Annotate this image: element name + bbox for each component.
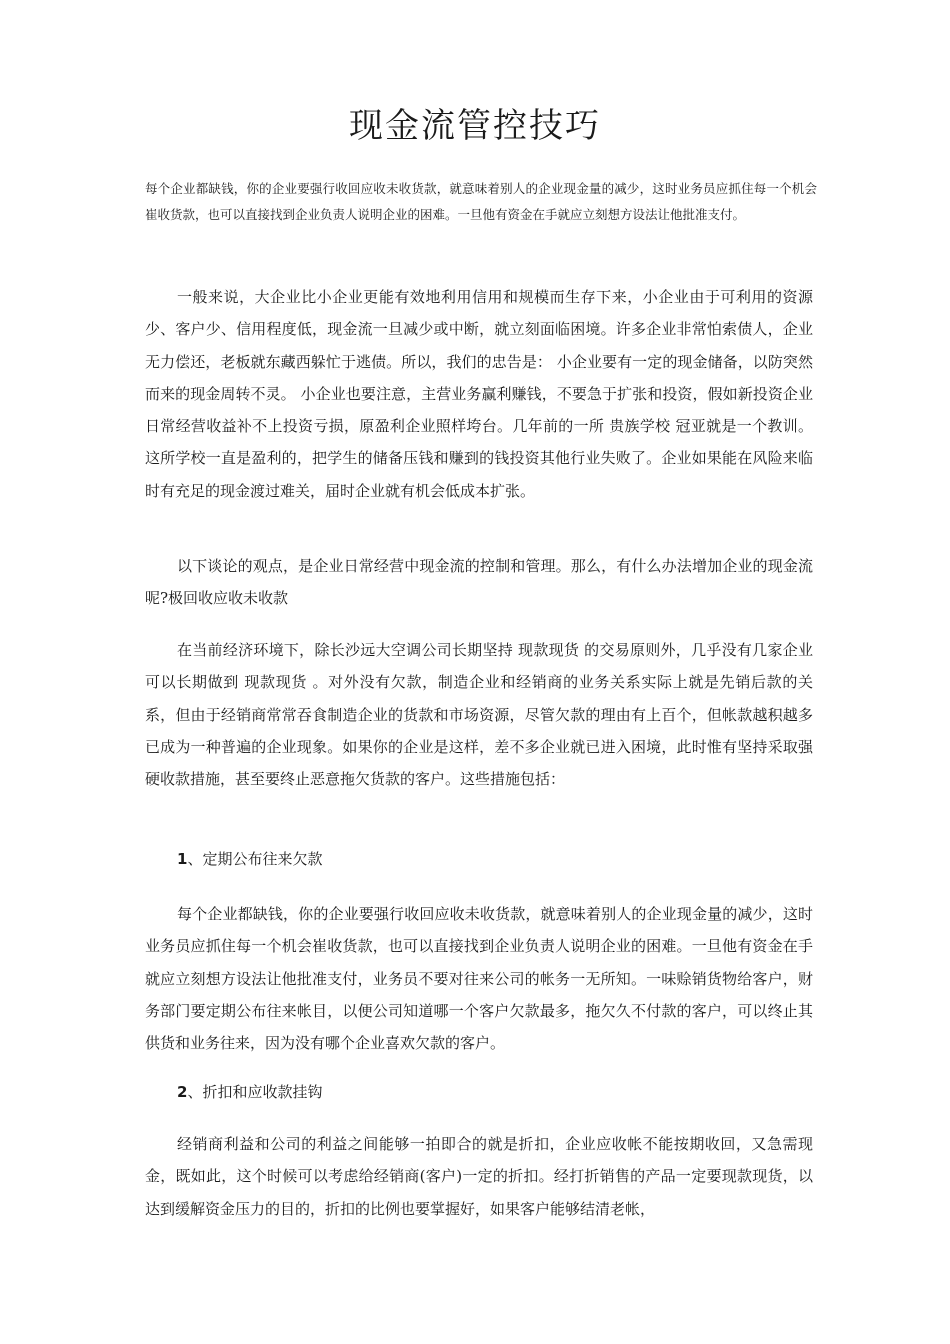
section-1-number: 1 <box>177 850 188 868</box>
section-1-body: 每个企业都缺钱，你的企业要强行收回应收未收货款，就意味着别人的企业现金量的减少，这时业务员应抓住每一个机会崔收货款，也可以直接找到企业负责人说明企业的困难。一旦他有资金在手就应立刻想方设法让他批准支付，业务员不要对往来公司的帐务一无所知。一味赊销货物给客户，财务部门要定期公布往来帐目，以便公司知道哪一个客户欠款最多，拖欠久不付款的客户，可以终止其供货和业务往来，因为没有哪个企业喜欢欠款的客户。 <box>145 905 813 1053</box>
paragraph-small-business: 一般来说，大企业比小企业更能有效地利用信用和规模而生存下来，小企业由于可利用的资源少、客户少、信用程度低，现金流一旦减少或中断，就立刻面临困境。许多企业非常怕索债人，企业无力偿还，老板就东藏西躲忙于逃债。所以，我们的忠告是： 小企业要有一定的现金储备，以防突然而来的现金周转不灵。 小企业也要注意，主营业务赢利赚钱，不要急于扩张和投资，假如新投资企业日常经营收益补不上投资亏损，原盈利企业照样垮台。几年前的一所 贵族学校 冠亚就是一个教训。这所学校一直是盈利的，把学生的储备压钱和赚到的钱投资其他行业失败了。企业如果能在风险来临时有充足的现金渡过难关，届时企业就有机会低成本扩张。 <box>145 288 813 500</box>
document-title: 现金流管控技巧 <box>349 106 601 146</box>
paragraph-economic-environment: 在当前经济环境下，除长沙远大空调公司长期坚持 现款现货 的交易原则外，几乎没有几家企业可以长期做到 现款现货 。对外没有欠款，制造企业和经销商的业务关系实际上就是先销后款的关系，但由于经销商常常吞食制造企业的货款和市场资源，尽管欠款的理由有上百个，但帐款越积越多已成为一种普遍的企业现象。如果你的企业是这样，差不多企业就已进入困境，此时惟有坚持采取强硬收款措施，甚至要终止恶意拖欠货款的客户。这些措施包括： <box>145 641 813 789</box>
section-1-heading <box>177 843 322 875</box>
intro-paragraph: 每个企业都缺钱，你的企业要强行收回应收未收货款，就意味着别人的企业现金量的减少，这时业务员应抓住每一个机会崔收货款，也可以直接找到企业负责人说明企业的困难。一旦他有资金在手就应立刻想方设法让他批准支付。 <box>145 181 817 222</box>
paragraph-cashflow-topic: 以下谈论的观点，是企业日常经营中现金流的控制和管理。那么，有什么办法增加企业的现金流呢?极回收应收未收款 <box>145 557 813 608</box>
section-2-number: 2 <box>177 1083 188 1101</box>
section-2-body: 经销商利益和公司的利益之间能够一拍即合的就是折扣，企业应收帐不能按期收回，又急需现金，既如此，这个时候可以考虑给经销商(客户)一定的折扣。经打折销售的产品一定要现款现货，以达到缓解资金压力的目的，折扣的比例也要掌握好，如果客户能够结清老帐， <box>145 1135 813 1218</box>
section-2-title: 、折扣和应收款挂钩 <box>187 1083 323 1101</box>
section-2-heading <box>177 1076 322 1108</box>
section-1-title: 、定期公布往来欠款 <box>187 850 323 868</box>
